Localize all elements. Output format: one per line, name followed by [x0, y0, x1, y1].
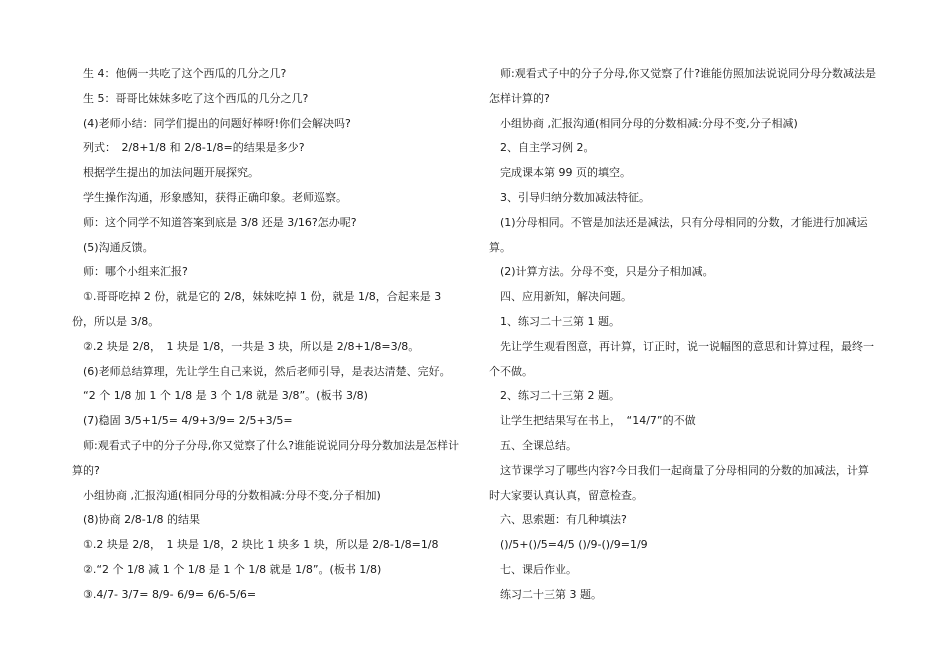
left-column-paragraph: (7)稳固 3/5+1/5= 4/9+3/9= 2/5+3/5= — [83, 414, 293, 428]
left-column-paragraph: ①.2 块是 2/8， 1 块是 1/8，2 块比 1 块多 1 块，所以是 2/8-1/8=1/8 — [83, 538, 439, 552]
left-column-paragraph: 小组协商 ,汇报沟通(相同分母的分数相减:分母不变,分子相加) — [83, 488, 381, 502]
right-column-paragraph: (2)计算方法。分母不变，只是分子相加减。 — [500, 265, 714, 279]
right-column-paragraph: 七、课后作业。 — [500, 562, 577, 576]
right-column-paragraph: 四、应用新知，解决问题。 — [500, 290, 632, 304]
right-column-paragraph: (1)分母相同。不管是加法还是减法，只有分母相同的分数，才能进行加减运算。 — [489, 215, 868, 254]
left-column-paragraph: (6)老师总结算理，先让学生自己来说，然后老师引导，是表达清楚、完好。 — [83, 364, 451, 378]
right-column-paragraph: 2、练习二十三第 2 题。 — [500, 389, 620, 403]
left-column-paragraph: (8)协商 2/8-1/8 的结果 — [83, 513, 200, 527]
left-column-paragraph: 师：哪个小组来汇报? — [83, 265, 188, 279]
right-column-paragraph: 师:观看式子中的分子分母,你又觉察了什?谁能仿照加法说说同分母分数减法是怎样计算的? — [489, 67, 877, 105]
right-column-paragraph: 先让学生观看图意，再计算，订正时，说一说幅图的意思和计算过程，最终一个不做。 — [489, 339, 874, 378]
left-column-paragraph: (5)沟通反馈。 — [83, 240, 154, 254]
right-column-paragraph: 1、练习二十三第 1 题。 — [500, 314, 620, 328]
left-text-column — [72, 62, 460, 608]
left-column-paragraph: 列式： 2/8+1/8 和 2/8-1/8=的结果是多少? — [83, 141, 305, 155]
left-column-paragraph: ②.2 块是 2/8， 1 块是 1/8，一共是 3 块，所以是 2/8+1/8=3/8。 — [83, 339, 420, 353]
right-column-paragraph: 2、自主学习例 2。 — [500, 141, 595, 155]
right-column-paragraph: 3、引导归纳分数加减法特征。 — [500, 190, 650, 204]
right-column-paragraph: 让学生把结果写在书上， “14/7”的不做 — [500, 414, 696, 428]
right-column-paragraph: 五、全课总结。 — [500, 438, 577, 452]
left-column-paragraph: 学生操作沟通，形象感知，获得正确印象。老师巡察。 — [83, 190, 347, 204]
left-column-paragraph: 生 4：他俩一共吃了这个西瓜的几分之几? — [83, 67, 287, 80]
right-column-paragraph: 这节课学习了哪些内容?今日我们一起商量了分母相同的分数的加减法，计算时大家要认真认真，留意检查。 — [489, 463, 869, 502]
left-column-paragraph: 师:观看式子中的分子分母,你又觉察了什么?谁能说说同分母分数加法是怎样计算的? — [72, 438, 460, 477]
left-column-paragraph: ①.哥哥吃掉 2 份，就是它的 2/8，妹妹吃掉 1 份，就是 1/8，合起来是 3 份，所以是 3/8。 — [72, 290, 442, 328]
right-column-paragraph: 小组协商 ,汇报沟通(相同分母的分数相减:分母不变,分子相减) — [500, 116, 798, 130]
left-column-paragraph: “2 个 1/8 加 1 个 1/8 是 3 个 1/8 就是 3/8”。(板书 3/8) — [83, 389, 368, 403]
right-text-column — [489, 62, 879, 608]
right-column-paragraph: 完成课本第 99 页的填空。 — [500, 166, 631, 180]
left-column-paragraph: ②.“2 个 1/8 减 1 个 1/8 是 1 个 1/8 就是 1/8”。(板书 1/8) — [83, 562, 382, 576]
right-column-paragraph: ()/5+()/5=4/5 ()/9-()/9=1/9 — [500, 538, 648, 552]
left-column-paragraph: ③.4/7- 3/7= 8/9- 6/9= 6/6-5/6= — [83, 587, 257, 601]
left-column-paragraph: 生 5：哥哥比妹妹多吃了这个西瓜的几分之几? — [83, 91, 309, 105]
left-column-paragraph: 师：这个同学不知道答案到底是 3/8 还是 3/16?怎办呢? — [83, 215, 357, 229]
right-column-paragraph: 六、思索题：有几种填法? — [500, 513, 627, 527]
left-column-paragraph: (4)老师小结：同学们提出的问题好棒呀!你们会解决吗? — [83, 116, 351, 130]
left-column-paragraph: 根据学生提出的加法问题开展探究。 — [83, 166, 259, 180]
right-column-paragraph: 练习二十三第 3 题。 — [500, 587, 602, 601]
